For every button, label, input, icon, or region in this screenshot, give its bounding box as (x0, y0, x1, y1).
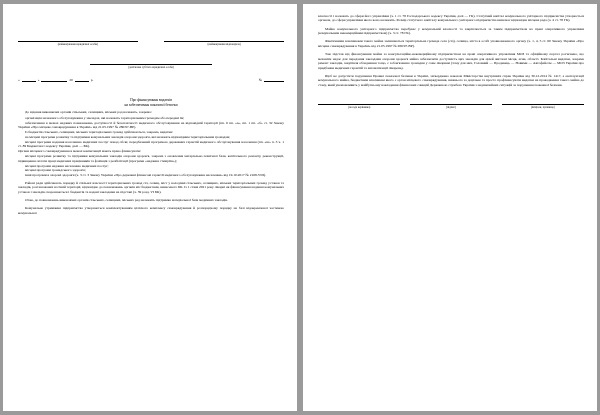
signature-block-name (502, 97, 584, 110)
signature-caption: (найменування відповідача) (207, 43, 241, 46)
body-paragraph: Майно комунального унітарного підприємства перебуває у комунальній власності та закріплюється за таким підприємством на праві оперативного управління (комунальним некомерційним підприємством) (ч. 3 ст. 78 ГК). (318, 26, 584, 36)
document-page-right (303, 4, 597, 411)
dateline-year-prefix: 20 (69, 77, 73, 82)
signature-line (90, 55, 212, 65)
signature-block-sign (410, 97, 492, 110)
document-title-line-2: на забезпечення показової безпеки (124, 102, 178, 107)
body-list-item: місцеві програми розвитку та підтримки комунальних закладів охорони здоров'я, зокрема з оновлення матеріально-технічної бази, капітального ремонту, реконструкції, підвищення оплати праці медичних працівників та фахівців з реабілітації (програми «надання стимулів»); (18, 154, 284, 163)
document-page-left (3, 4, 297, 411)
signature-caption: (найменування юридичної особи) (57, 43, 98, 46)
body-paragraph: Органи місцевого самоврядування в межах компетенції мають право фінансувати: (18, 149, 141, 153)
dateline-open-quote: « (18, 77, 20, 82)
body-paragraph: власності і належать до сфери його управління (ч. 1 ст. 78 Господарського кодексу України, далі — ГК). Статутний капітал комунального унітарного підприємства утворюється органом, до сфери управління якого воно належить. Розмір статутного капіталу комунального унітарного підприємства визначає відповідна місцева рада (ч. 4 ст. 78 ГК). (318, 14, 584, 23)
dateline-day-blank (22, 76, 36, 82)
signature-line (18, 32, 138, 42)
body-list-item: місцеві програми надання населенню медичних послуг; (25, 163, 109, 168)
signature-line (164, 32, 284, 42)
signature-block-center (90, 55, 212, 69)
signature-block-position (318, 97, 400, 110)
dateline-year-blank (75, 76, 89, 82)
footer-signature-row (318, 97, 584, 110)
body-list-item: забезпечення в межах наданих повноважень доступності й безоплатності медичного обслуговування на відповідній території (пп. 6 пп. «а», пп. 1 пп. «б» ст. 32 Закону України «Про місцеве самоврядування в Україні» від 21.05.1997 № 280/97-ВР). (18, 120, 284, 129)
body-paragraph: До відання виконавчих органів сільських, селищних, міських рад належать, зокрема: (25, 110, 152, 115)
header-signature-row (18, 32, 284, 46)
signature-line (502, 97, 584, 105)
body-list-item: місцеві програми надання населенню медичних послуг понад обсяг, передбачений програмою державних гарантій медичного обслуговування населення (пп. «ш» п. 3 ч. 1 ст. 89 Бюджетного кодексу України, далі — БК). (18, 139, 284, 149)
document-title (18, 98, 284, 107)
signature-line (410, 97, 492, 105)
signature-caption: (ініціали, прізвище) (530, 106, 555, 110)
dateline-year-suffix: р. (90, 77, 94, 82)
dateline-close-quote: » (37, 77, 40, 82)
body-list-item: місцеві програми громадського здоров'я; (25, 168, 86, 173)
body-paragraph: Комунальне утримання підприємства утворюються комплектуванням цілісного комплексу самоврядування й розпорядчому порядку на базі відокремленої частиною комунальної (18, 206, 284, 215)
body-paragraph: Тож підстав від фінансування майна за консультаційно-некомерційному підприємством на праві оперативного управління МОЗ та офіційному портал роз'яснено, що механізм надає для передання закладами охорони здоров'я майна забезпечити доступність цих закладів для цілей житлові місця, агни, області. Капітальні видатки, зокрема ремонт закладів, закупівля обладнання тощо, є зобов'язанню громадян у саме лікарням (тому для них, Головний — Продавець — Новими — Автофейсом — МОЗ України про придбання медичних гарантій та автоматизації лікарень). (318, 52, 584, 70)
dateline-number-label: № (258, 77, 262, 82)
body-paragraph: Районі ради здійснюють порядку й спільної власності територіальних громад сіл, селищ, міст у володінні сільських, селищних, міських територіальних громад установ та закладів, розташованих на їхній території, відповідно до повноважень органів міс бюджетами, винесеного БК. Із 1 січня 2021 року лікарні як фінансування надання комунальних установ і закладів охоронюються і бюджетів та надані закладами на підставі (ч. 39 розд. VI БК). (18, 180, 284, 194)
dateline-number-blank (264, 76, 284, 82)
document-title-line-1: Про фінансування видатків (130, 98, 172, 103)
signature-line (318, 97, 400, 105)
body-paragraph: Із бюджетів сільських, селищних, міських територіальних громад здійснюються, зокрема, видатки: (25, 129, 173, 134)
signature-caption: (посада керівника) (348, 106, 371, 110)
signature-block-entity (18, 32, 138, 46)
body-paragraph: Отже, до повноважень виконавчих органів сільських, селищних, міських рад належить підтримка матеріальної бази медичних закладів. (25, 198, 228, 202)
signature-block-respondent (164, 32, 284, 46)
dateline (18, 76, 284, 82)
body-paragraph: Щоб не допустити порушення Правил показової безпеки в Україні, затверджено наказом Міністерства внутрішніх справ України від 30.12.2014 № 1417, а експлуатації комунального майна, бюджетним власникам якого є орган місцевого самоврядування, нижнього за доцільне та просто профінансувати видатки на провадження такого майна до стану, який унеможливить у майбутньому накладення фінансових санкцій Державною службою України з надзвичайних ситуацій за порушення пожежної безпеки. (318, 73, 584, 87)
signature-caption: (далі/назва суб'єкта юридичної особи) (128, 66, 174, 70)
dateline-month-blank (41, 76, 67, 82)
body-list-item: на місцеві програми розвитку та підтримки комунальних закладів охорони здоров'я, які належать відповідним територіальним громадам; (25, 135, 231, 139)
body-list-item: інші програми в охороні здоров'я (ч. 3 ст. 3 Закону України «Про державні фінансові гарантії медичного обслуговування населення» від 19.10.2017 № 2168-VIII). (25, 173, 266, 178)
signature-caption: (підпис) (446, 106, 456, 110)
body-paragraph: Фактичними власниками такого майна залишаються територіальна громада села (сіл), селища, міста в особі уповноваженого органу (ч. 1, 4, 5 ст. 60 Закону України «Про місцеве самоврядування в Україні» від 21.05.1997 № 280/97-ВР). (318, 39, 584, 48)
body-list-item: організація належного обслуговування у закладах, які належать територіальним громадам або передані їм; (25, 115, 185, 120)
